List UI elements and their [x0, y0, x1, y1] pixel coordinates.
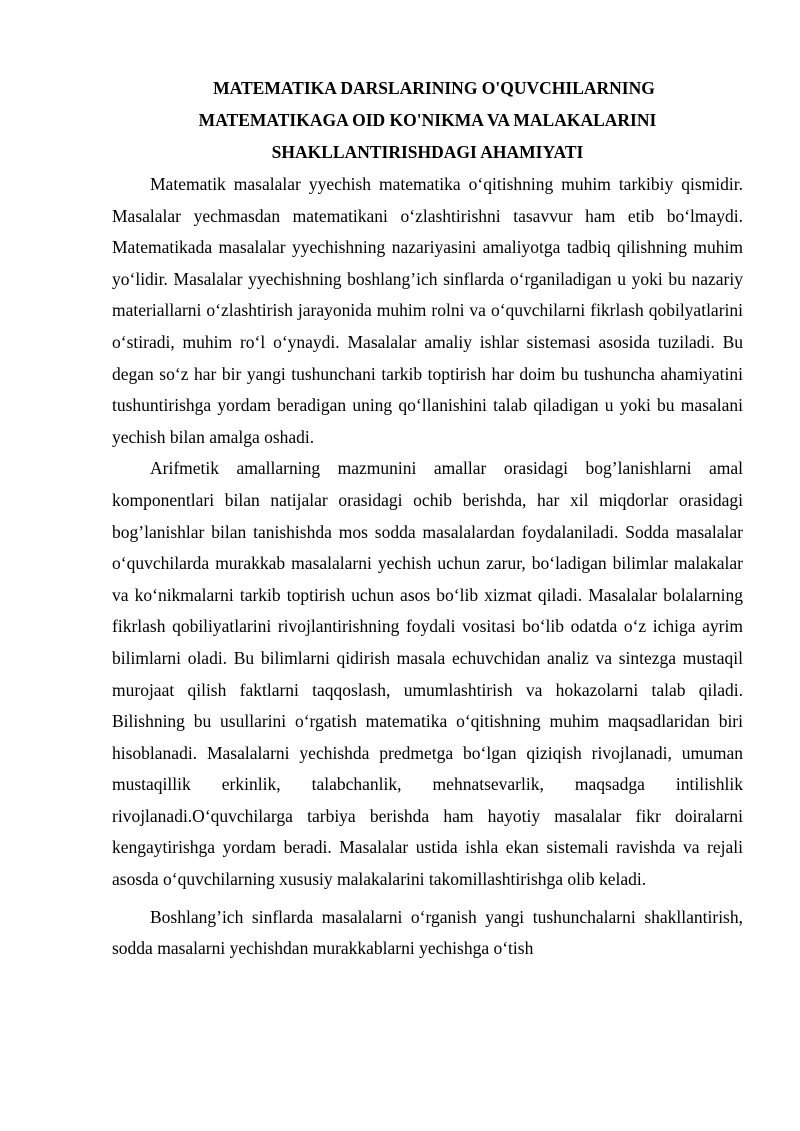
paragraph-3: Boshlang’ich sinflarda masalalarni o‘rganish yangi tushunchalarni shakllantirish, sodda masalarni yechishdan murakkablarni yechishga o‘tish	[112, 906, 743, 959]
document-title-line-2: MATEMATIKAGA OID KO'NIKMA VA MALAKALARINI	[198, 110, 657, 130]
document-title-line-1: MATEMATIKA DARSLARINING O'QUVCHILARNING	[213, 78, 655, 98]
paragraph-1: Matematik masalalar yyechish matematika o‘qitishning muhim tarkibiy qismidir. Masalalar yechmasdan matematikani o‘zlashtirishni tasavvur ham etib bo‘lmaydi. Matematikada masalalar yyechishning nazariyasini amaliyotga tadbiq qilishning muhim yo‘lidir. Masalalar yyechishning boshlang’ich sinflarda o‘rganiladigan u yoki bu nazariy materiallarni o‘zlashtirish jarayonida muhim rolni va o‘quvchilarni fikrlash qobilyatlarini o‘stiradi, muhim ro‘l o‘ynaydi. Masalalar amaliy ishlar sistemasi asosida tuziladi. Bu degan so‘z har bir yangi tushunchani tarkib toptirish har doim bu tushuncha ahamiyatini tushuntirishga yordam beradigan uning qo‘llanishini talab qiladigan u yoki bu masalani yechish bilan amalga oshadi.	[112, 174, 743, 447]
document-title-line-3: SHAKLLANTIRISHDAGI AHAMIYATI	[271, 142, 584, 162]
document-body	[112, 169, 743, 965]
paragraph-2: Arifmetik amallarning mazmunini amallar orasidagi bog’lanishlarni amal komponentlari bilan natijalar orasidagi ochib berishda, har xil miqdorlar orasidagi bog’lanishlar bilan tanishishda mos sodda masalalardan foydalaniladi. Sodda masalalar o‘quvchilarda murakkab masalalarni yechish uchun zarur, bo‘ladigan bilimlar malakalar va ko‘nikmalarni tarkib toptirish uchun asos bo‘lib xizmat qiladi. Masalalar bolalarning fikrlash qobiliyatlarini rivojlantirishning foydali vositasi bo‘lib odatda o‘z ichiga ayrim bilimlarni oladi. Bu bilimlarni qidirish masala echuvchidan analiz va sintezga mustaqil murojaat qilish faktlarni taqqoslash, umumlashtirish va hokazolarni talab qiladi. Bilishning bu usullarini o‘rgatish matematika o‘qitishning muhim maqsadlaridan biri hisoblanadi. Masalalarni yechishda predmetga bo‘lgan qiziqish rivojlanadi, umuman mustaqillik erkinlik, talabchanlik, mehnatsevarlik, maqsadga intilishlik rivojlanadi.O‘quvchilarga tarbiya berishda ham hayotiy masalalar fikr doiralarni kengaytirishga yordam beradi. Masalalar ustida ishla ekan sistemali ravishda va rejali asosda o‘quvchilarning xususiy malakalarini takomillashtirishga olib keladi.	[112, 458, 743, 890]
